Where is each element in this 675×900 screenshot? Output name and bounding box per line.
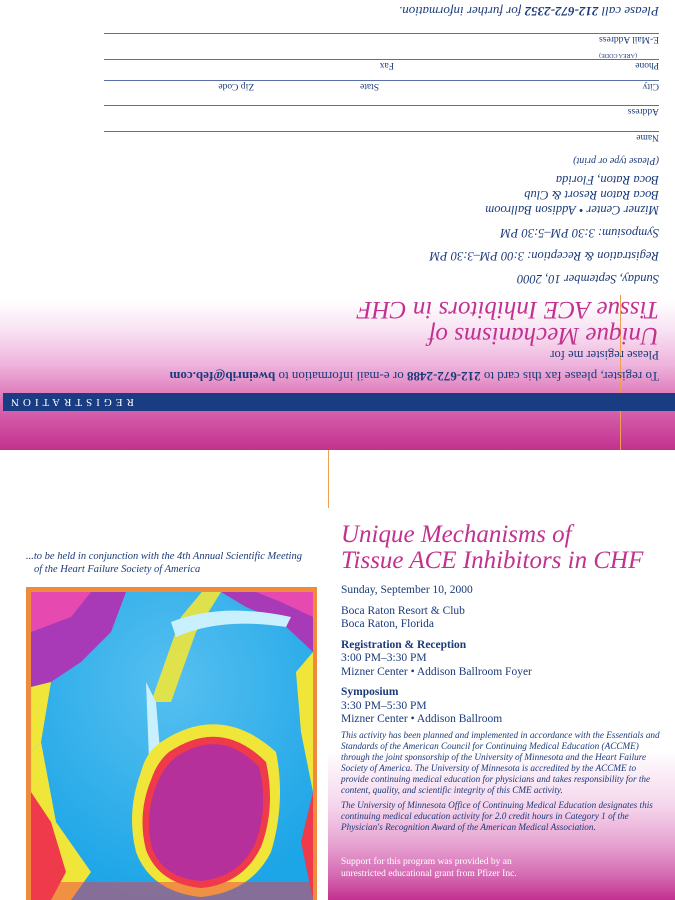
- name-field[interactable]: [104, 131, 659, 144]
- brochure-panels: [0, 450, 675, 900]
- call-info: [399, 3, 659, 19]
- call-pre-text: Please call: [598, 4, 659, 19]
- card-registration-time: Registration & Reception: 3:00 PM–3:30 PM: [429, 249, 659, 263]
- address-label: Address: [627, 106, 659, 116]
- event-venue-city: Boca Raton, Florida: [341, 618, 434, 630]
- registration-bar-title: REGISTRATION: [7, 396, 134, 408]
- fax-instructions: [170, 368, 659, 384]
- card-venue-room: Mizner Center • Addison Ballroom: [485, 203, 659, 217]
- accreditation-paragraph-1: This activity has been planned and implemented in accordance with the Essentials and Standards of the American Council for Continuing Medical Education (ACCME) through the joint sponsorship of the University of Minnesota and the Heart Failure Society of America. The University of Minnesota is accredited by the ACCME to provide continuing medical education for physicians and takes responsibility for the content, quality, and scientific integrity of this CME activity.: [341, 730, 660, 795]
- registration-heading: Registration & Reception: [341, 638, 467, 651]
- city-label: City: [642, 81, 659, 91]
- support-line2: unrestricted educational grant from Pfizer Inc.: [341, 868, 517, 879]
- conjunction-note: [26, 551, 316, 576]
- email-field[interactable]: [104, 33, 659, 46]
- event-venue-name: Boca Raton Resort & Club: [341, 604, 465, 617]
- support-statement: [341, 857, 641, 880]
- card-symposium-time: Symposium: 3:30 PM–5:30 PM: [500, 226, 659, 240]
- email-label: E-Mail Address: [599, 34, 659, 44]
- state-label: State: [360, 81, 379, 91]
- card-date: Sunday, September 10, 2000: [517, 272, 659, 286]
- symposium-place: Mizner Center • Addison Ballroom: [341, 713, 503, 725]
- conjunction-note-line2: of the Heart Failure Society of America: [34, 563, 201, 575]
- fax-label: Fax: [379, 60, 394, 70]
- please-register-text: Please register me for: [550, 348, 659, 362]
- event-info-panel: [328, 450, 675, 900]
- registration-place: Mizner Center • Addison Ballroom Foyer: [341, 665, 532, 678]
- call-number: 212-672-2352: [524, 4, 599, 19]
- card-title-line2: Tissue ACE Inhibitors in CHF: [356, 296, 659, 323]
- event-date: Sunday, September 10, 2000: [341, 584, 473, 596]
- accreditation-text: [341, 730, 661, 837]
- registration-bar: [3, 393, 675, 411]
- phone-label: Phone: [635, 60, 659, 70]
- zip-label: Zip Code: [218, 81, 254, 91]
- area-code-label: (AREA CODE): [599, 52, 637, 58]
- symposium-heading: Symposium: [341, 686, 399, 698]
- support-line1: Support for this program was provided by an: [341, 857, 512, 867]
- phone-fax-field[interactable]: [104, 52, 659, 72]
- conjunction-note-line1: ...to be held in conjunction with the 4th Annual Scientific Meeting: [26, 551, 302, 562]
- card-title: [339, 296, 659, 348]
- address-field[interactable]: [104, 105, 659, 118]
- card-title-line1: Unique Mechanisms of: [428, 322, 659, 349]
- symposium-time: 3:30 PM–5:30 PM: [341, 699, 427, 712]
- call-post-text: for further information.: [398, 4, 525, 19]
- heart-xray-image: [31, 592, 313, 900]
- fax-pre-text: To register, please fax this card to: [480, 369, 659, 384]
- name-label: Name: [636, 132, 659, 142]
- panel-accent-line: [328, 450, 329, 508]
- registration-time: 3:00 PM–3:30 PM: [341, 652, 427, 664]
- card-event-details: [430, 172, 659, 286]
- email-address: bweinrib@feb.com: [169, 369, 276, 384]
- fax-number: 212-672-2488: [406, 369, 481, 384]
- city-state-zip-field[interactable]: [104, 80, 659, 93]
- event-title-line1: Unique Mechanisms of: [341, 521, 572, 548]
- card-venue-city: Boca Raton, Florida: [555, 173, 659, 187]
- fax-mid-text: or e-mail information to: [275, 369, 407, 384]
- event-title-line2: Tissue ACE Inhibitors in CHF: [341, 547, 644, 574]
- type-or-print-note: (Please type or print): [573, 155, 659, 166]
- card-venue-name: Boca Raton Resort & Club: [524, 188, 659, 202]
- event-details: [341, 584, 661, 727]
- event-title: [341, 522, 675, 574]
- accreditation-paragraph-2: The University of Minnesota Office of Continuing Medical Education designates this continuing medical education activity for 2.0 credit hours in Category 1 of the Physician's Recognition Award of the American Medical Association.: [341, 800, 653, 832]
